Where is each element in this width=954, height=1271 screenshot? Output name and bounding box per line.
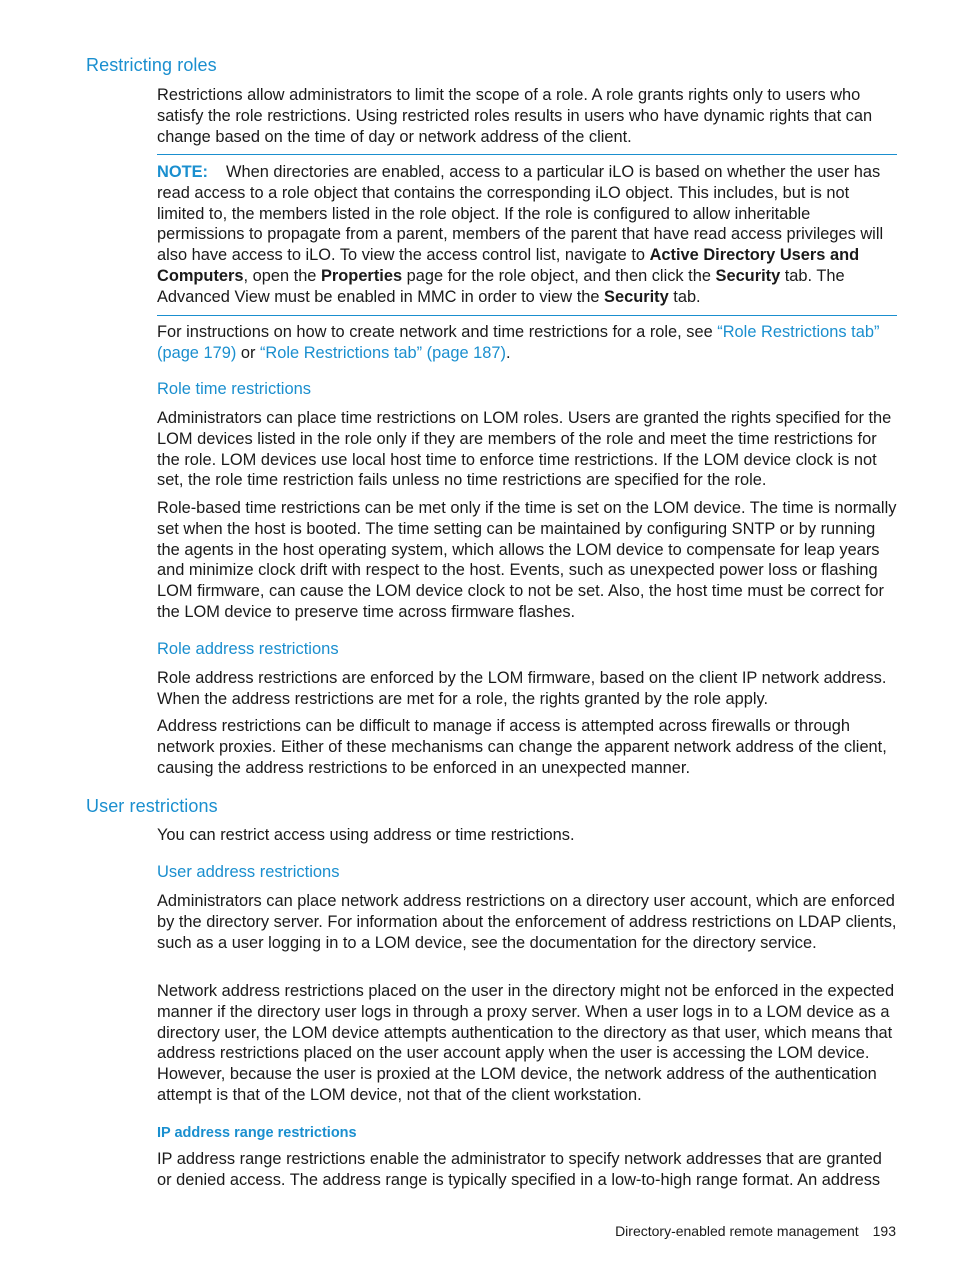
note-bold-ui-label: Security (604, 287, 669, 306)
heading-ip-address-range-restrictions: IP address range restrictions (157, 1125, 357, 1141)
xref-link-role-restrictions-187[interactable]: “Role Restrictions tab” (page 187) (259, 343, 506, 362)
note-text-part: tab. The Advanced View must be enabled in MMC in order to view the (157, 266, 845, 306)
instructions-text: or (236, 343, 260, 362)
paragraph-user-restrictions-intro: You can restrict access using address or time restrictions. (157, 826, 575, 844)
heading-role-time-restrictions: Role time restrictions (157, 380, 312, 398)
instructions-text: For instructions on how to create network and time restrictions for a role, see (157, 323, 718, 341)
instructions-text: . (505, 343, 511, 362)
note-text-part: , open the (243, 266, 321, 285)
paragraph-restricting-roles-intro: Restrictions allow administrators to limit the scope of a role. A role grants rights only to users who satisfy the role restrictions. Using restricted roles results in users who have dynamic rights that can change based on the time of day or network address of the client. (157, 86, 873, 146)
heading-role-address-restrictions: Role address restrictions (157, 640, 339, 658)
paragraph-ip-range-1: IP address range restrictions enable the administrator to specify network addresses that are granted or denied access. The address range is typically specified in a low-to-high range format. An address (157, 1150, 882, 1189)
note-text-part: When directories are enabled, access to a particular iLO is based on whether the user has read access to a role object that contains the corresponding iLO object. This includes, but is not limited to, the members listed in the role object. If the role is configured to allow inheritable permissions to propagate from a parent, members of the parent that have read access privileges will also have access to iLO. To view the access control list, navigate to (157, 163, 884, 265)
note-bold-ui-label: Active Directory Users and Computers (157, 246, 860, 285)
footer-page-number: 193 (872, 1223, 896, 1239)
heading-user-restrictions: User restrictions (86, 796, 218, 816)
xref-link-role-restrictions-179[interactable]: “Role Restrictions tab” (page 179) (157, 323, 880, 362)
note-text (157, 162, 897, 308)
heading-user-address-restrictions: User address restrictions (157, 863, 340, 881)
footer-chapter-title: Directory-enabled remote management (615, 1223, 859, 1239)
heading-restricting-roles: Restricting roles (86, 55, 217, 75)
note-text-part: tab. (668, 287, 701, 306)
paragraph-role-time-2: Role-based time restrictions can be met only if the time is set on the LOM device. The time is normally set when the host is booted. The time setting can be maintained by configuring SNTP or by running the agents in the host operating system, which allows the LOM device to compensate for leap years and minimize clock drift with respect to the host. Events, such as unexpected power loss or flashing LOM firmware, can cause the LOM device clock to not be set. Also, the host time must be correct for the LOM device to preserve time across firmware flashes. (157, 499, 897, 621)
paragraph-role-address-1: Role address restrictions are enforced by the LOM firmware, based on the client IP network address. When the address restrictions are met for a role, the rights granted by the role apply. (157, 669, 887, 708)
note-label: NOTE: (157, 163, 208, 181)
note-box (157, 154, 897, 316)
note-bold-ui-label: Security (715, 266, 781, 285)
paragraph-role-time-1: Administrators can place time restrictions on LOM roles. Users are granted the rights specified for the LOM devices listed in the role only if they are members of the role and meet the time restrictions for the role. LOM devices use local host time to enforce time restrictions. If the LOM device clock is not set, the role time restriction fails unless no time restrictions are specified for the role. (157, 409, 892, 490)
note-text-part: page for the role object, and then click the (402, 266, 716, 285)
paragraph-instructions (157, 322, 897, 364)
paragraph-user-address-1: Administrators can place network address restrictions on a directory user account, which are enforced by the directory server. For information about the enforcement of address restrictions on LDAP clients, such as a user logging in to a LOM device, see the documentation for the directory service. (157, 892, 897, 952)
paragraph-role-address-2: Address restrictions can be difficult to manage if access is attempted across firewalls or through network proxies. Either of these mechanisms can change the apparent network address of the client, causing the address restrictions to be enforced in an unexpected manner. (157, 717, 887, 777)
paragraph-user-address-2: Network address restrictions placed on the user in the directory might not be enforced in the expected manner if the directory user logs in through a proxy server. When a user logs in to a LOM device as a directory user, the LOM device attempts authentication to the directory as that user, which means that address restrictions placed on the user account apply when the user is accessing the LOM device. However, because the user is proxied at the LOM device, the network address of the authentication attempt is that of the LOM device, not that of the client workstation. (157, 982, 895, 1104)
note-bold-ui-label: Properties (320, 266, 403, 285)
page-footer (615, 1223, 896, 1239)
